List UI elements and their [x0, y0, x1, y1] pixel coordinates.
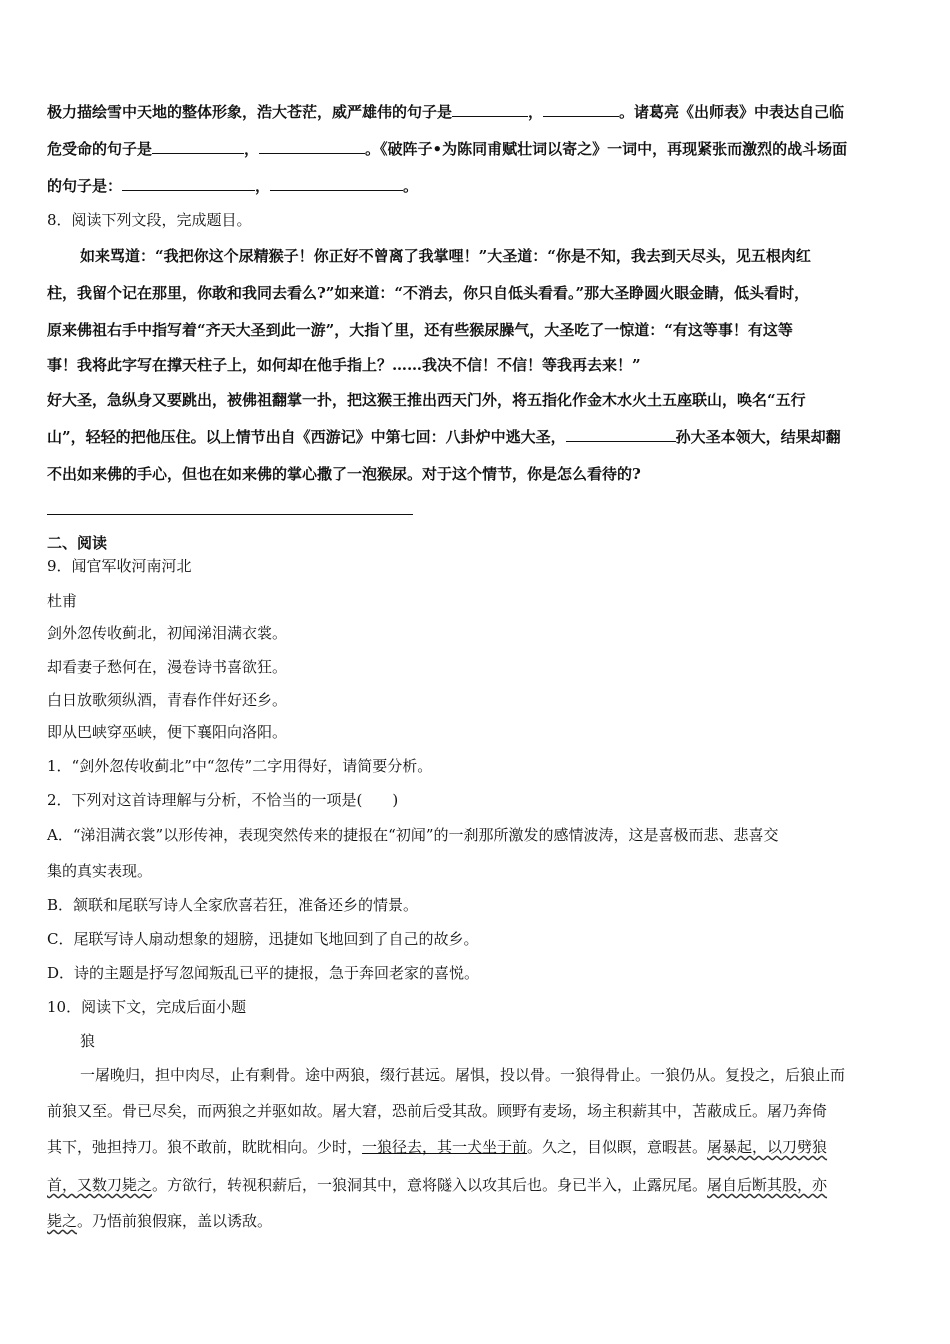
q7-text: 的句子是： [47, 177, 123, 195]
q7-text: ， [255, 177, 271, 195]
q8-passage-line: 柱，我留个记在那里，你敢和我同去看么?”如来道：“不消去，你只自低头看看。”那大圣睁圆火眼金睛，低头看时， [47, 284, 810, 302]
q8-passage-line: 事！我将此字写在撑天柱子上，如何却在他手指上？……我决不信！不信！等我再去来！” [47, 356, 641, 374]
wavy-underlined-sentence: 毙之 [47, 1212, 78, 1230]
q10-heading: 10．阅读下文，完成后面小题 [47, 998, 247, 1016]
passage-text: 其下，弛担持刀。狼不敢前，眈眈相向。少时， [47, 1138, 363, 1156]
q7-text: 。诸葛亮《出师表》中表达自己临 [619, 103, 845, 121]
q7-text: 。 [403, 177, 419, 195]
q7-text: ， [528, 103, 544, 121]
q8-passage-line: 原来佛祖右手中指写着“齐天大圣到此一游”，大指丫里，还有些猴尿臊气，大圣吃了一惊道：“有这等事！有这等 [47, 321, 793, 339]
answer-blank[interactable] [152, 138, 244, 154]
answer-blank[interactable] [543, 101, 619, 117]
answer-line[interactable] [47, 514, 413, 515]
q8-passage-line [47, 426, 910, 448]
q8-text: 山”，轻轻的把他压住。以上情节出自《西游记》中第七回：八卦炉中逃大圣， [47, 428, 566, 446]
passage-line: 一屠晚归，担中肉尽，止有剩骨。途中两狼，缀行甚远。屠惧，投以骨。一狼得骨止。一狼仍从。复投之，后狼止而 [80, 1066, 846, 1084]
passage-text: 。方欲行，转视积薪后，一狼洞其中，意将隧入以攻其后也。身已半入，止露尻尾。 [152, 1176, 708, 1194]
poem-line: 白日放歌须纵酒，青春作伴好还乡。 [47, 691, 288, 709]
answer-blank[interactable] [452, 101, 528, 117]
q8-passage-line: 如来骂道：“我把你这个尿精猴子！你正好不曾离了我掌哩！”大圣道：“你是不知，我去到天尽头，见五根肉红 [80, 247, 811, 265]
option-d[interactable]: D．诗的主题是抒写忽闻叛乱已平的捷报，急于奔回老家的喜悦。 [47, 964, 480, 982]
passage-text: 。乃悟前狼假寐，盖以诱敌。 [77, 1212, 273, 1230]
underlined-sentence: 一狼径去，其一犬坐于前 [362, 1138, 528, 1156]
wavy-underlined-sentence: 屠自后断其股，亦 [707, 1176, 828, 1194]
passage-line [47, 1210, 910, 1232]
poem-line: 剑外忽传收蓟北，初闻涕泪满衣裳。 [47, 624, 288, 642]
answer-blank[interactable] [122, 175, 255, 191]
option-a-cont: 集的真实表现。 [47, 862, 153, 880]
q9-subquestion-2: 2．下列对这首诗理解与分析，不恰当的一项是( ) [47, 791, 399, 809]
q7-line-1 [47, 101, 910, 123]
q7-line-3 [47, 175, 910, 197]
q7-text: 危受命的句子是 [47, 140, 153, 158]
answer-blank[interactable] [259, 138, 365, 154]
poem-line: 却看妻子愁何在，漫卷诗书喜欲狂。 [47, 658, 288, 676]
q8-passage-line: 不出如来佛的手心，但也在如来佛的掌心撒了一泡猴尿。对于这个情节，你是怎么看待的? [47, 465, 641, 483]
passage-title: 狼 [80, 1032, 96, 1050]
passage-line: 前狼又至。骨已尽矣，而两狼之并驱如故。屠大窘，恐前后受其敌。顾野有麦场，场主积薪其中，苫蔽成丘。屠乃奔倚 [47, 1102, 828, 1120]
q7-text: ， [244, 140, 260, 158]
q7-text: 极力描绘雪中天地的整体形象，浩大苍茫，威严雄伟的句子是 [47, 103, 453, 121]
q7-text: 。《破阵子•为陈同甫赋壮词以寄之》一词中，再现紧张而激烈的战斗场面 [365, 140, 848, 158]
passage-line [47, 1136, 910, 1158]
option-c[interactable]: C．尾联写诗人扇动想象的翅膀，迅捷如飞地回到了自己的故乡。 [47, 930, 479, 948]
option-b[interactable]: B．颔联和尾联写诗人全家欣喜若狂，准备还乡的情景。 [47, 896, 419, 914]
answer-blank[interactable] [270, 175, 403, 191]
option-a[interactable]: A．“涕泪满衣裳”以形传神，表现突然传来的捷报在“初闻”的一刹那所激发的感情波涛，这是喜极而悲、悲喜交 [47, 826, 779, 844]
q8-passage-line: 好大圣，急纵身又要跳出，被佛祖翻掌一扑，把这猴王推出西天门外，将五指化作金木水火土五座联山，唤名“五行 [47, 391, 806, 409]
section-title: 二、阅读 [47, 534, 108, 552]
q9-subquestion-1: 1．“剑外忽传收蓟北”中“忽传”二字用得好，请简要分析。 [47, 757, 433, 775]
q8-text: 孙大圣本领大，结果却翻 [675, 428, 841, 446]
poem-line: 即从巴峡穿巫峡，便下襄阳向洛阳。 [47, 723, 288, 741]
wavy-underlined-sentence: 首，又数刀毙之 [47, 1176, 153, 1194]
q9-heading: 9．闻官军收河南河北 [47, 557, 192, 575]
poem-author: 杜甫 [47, 592, 78, 610]
passage-text: 。久之，目似瞑，意暇甚。 [527, 1138, 708, 1156]
q8-heading: 8．阅读下列文段，完成题目。 [47, 211, 252, 229]
q7-line-2 [47, 138, 910, 160]
answer-blank[interactable] [566, 426, 676, 442]
wavy-underlined-sentence: 屠暴起，以刀劈狼 [707, 1138, 828, 1156]
passage-line [47, 1174, 910, 1196]
